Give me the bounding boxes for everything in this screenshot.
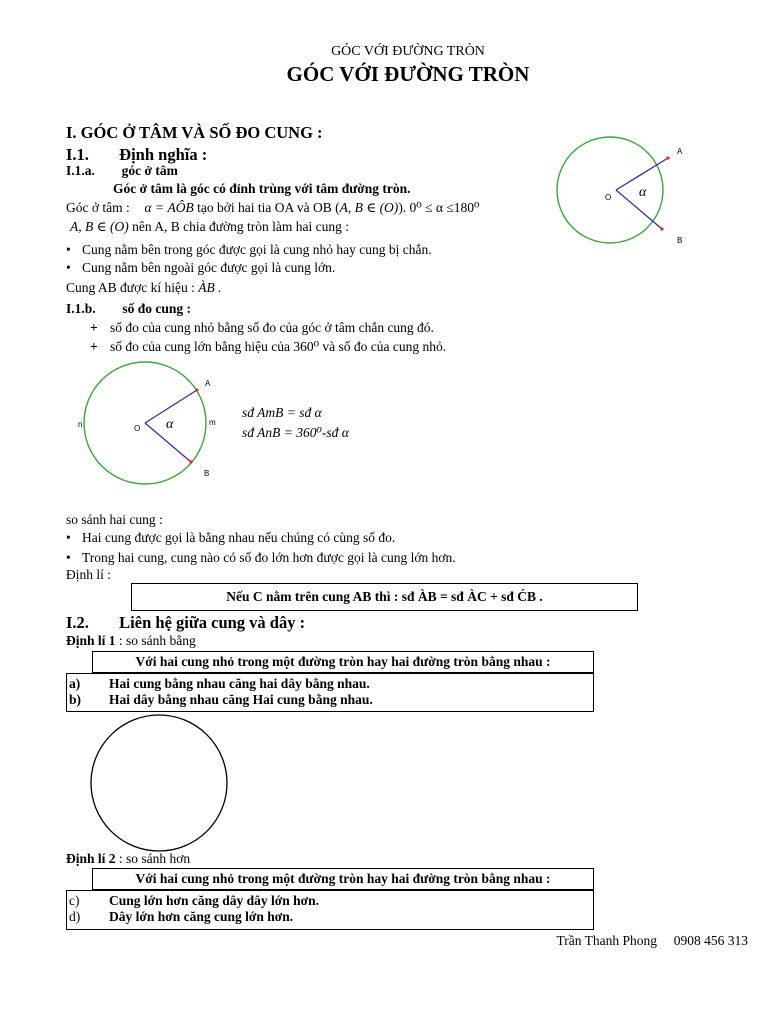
theorem-2-header-box: Với hai cung nhỏ trong một đường tròn hay hai đường tròn bằng nhau : xyxy=(92,868,594,890)
page-title: GÓC VỚI ĐƯỜNG TRÒN xyxy=(286,62,530,86)
running-header: GÓC VỚI ĐƯỜNG TRÒN xyxy=(331,44,485,59)
item-a-title: góc ở tâm xyxy=(121,163,178,178)
list-item: + số đo của cung nhỏ bằng số đo của góc ở tâm chắn cung đó. xyxy=(90,320,434,336)
point-a-label: A xyxy=(677,147,683,156)
theorem-2-label xyxy=(66,851,190,867)
arc-notation-symbol: ÀB . xyxy=(198,280,222,295)
division-text: nên A, B chia đường tròn làm hai cung : xyxy=(132,219,350,234)
definition-text: Góc ở tâm là góc có đỉnh trùng với tâm đường tròn. xyxy=(113,181,411,196)
circle-outline xyxy=(557,137,663,243)
subsection-title: Định nghĩa : xyxy=(119,145,208,164)
circle-outline xyxy=(91,715,227,851)
division-set: A, B ∈ (O) xyxy=(70,219,129,234)
central-range: ). 0⁰ ≤ α ≤180⁰ xyxy=(398,200,480,215)
subsection-number: I.1. xyxy=(66,145,89,164)
theorem-1-header-box: Với hai cung nhỏ trong một đường tròn hay hai đường tròn bằng nhau : xyxy=(92,651,594,673)
theorem-2-title: Định lí 2 xyxy=(66,851,116,866)
list-item: • Hai cung được gọi là bằng nhau nếu chúng có cùng số đo. xyxy=(66,530,395,546)
phone-number: 0908 456 313 xyxy=(673,933,748,948)
item-text: Hai cung bằng nhau căng hai dây bằng nhau. xyxy=(109,676,370,691)
list-item: • Cung nằm bên ngoài góc được gọi là cung lớn. xyxy=(66,260,335,276)
item-label: b) xyxy=(69,692,82,707)
theorem-1-sub: : so sánh bằng xyxy=(115,633,196,648)
list-item: • Trong hai cung, cung nào có số đo lớn hơn được gọi là cung lớn hơn. xyxy=(66,550,456,566)
section-heading-1: I. GÓC Ở TÂM VÀ SỐ ĐO CUNG : xyxy=(66,123,323,142)
list-item xyxy=(69,893,593,909)
item-a-number: I.1.a. xyxy=(66,163,95,178)
item-b-title: số đo cung : xyxy=(122,301,192,316)
central-set: A, B ∈ (O) xyxy=(339,200,399,215)
item-text: Dây lớn hơn căng cung lớn hơn. xyxy=(109,909,294,924)
list-item xyxy=(69,909,593,925)
theorem-2-sub: : so sánh hơn xyxy=(115,851,191,866)
item-text: Cung lớn hơn căng dây dây lớn hơn. xyxy=(109,893,319,908)
footer-credit xyxy=(556,933,748,949)
item-text: Hai dây bằng nhau căng Hai cung bằng nhau. xyxy=(109,692,373,707)
item-b-heading xyxy=(66,301,191,317)
section2-title: Liên hệ giữa cung và dây : xyxy=(119,613,306,632)
item-label: c) xyxy=(69,893,80,908)
circle-figure-1 xyxy=(540,120,710,260)
point-m-label: m xyxy=(209,418,216,427)
item-label: d) xyxy=(69,909,81,924)
list-item: • Cung nằm bên trong góc được gọi là cung nhỏ hay cung bị chắn. xyxy=(66,242,432,258)
central-formula: α = AÔB xyxy=(144,200,194,215)
angle-label: α xyxy=(639,185,647,200)
theorem-1-label xyxy=(66,633,196,649)
point-a-dot xyxy=(666,156,669,159)
point-b-dot xyxy=(660,227,663,230)
circle-figure-2 xyxy=(70,360,240,490)
point-n-label: n xyxy=(78,420,83,429)
theorem-2-items-box xyxy=(66,890,594,930)
central-mid: tạo bởi hai tia OA và OB ( xyxy=(197,200,340,215)
section-heading-2 xyxy=(66,613,305,633)
author-name: Trần Thanh Phong xyxy=(556,933,657,948)
point-a-label: A xyxy=(205,379,211,388)
center-label: O xyxy=(134,424,141,433)
subsection-heading xyxy=(66,145,207,165)
list-item: + số đo của cung lớn bằng hiệu của 360⁰ và số đo của cung nhỏ. xyxy=(90,339,446,355)
point-b-label: B xyxy=(677,236,683,245)
angle-label: α xyxy=(166,417,174,432)
item-a-heading xyxy=(66,163,178,179)
theorem-label: Định lí : xyxy=(66,567,112,582)
formula-major-arc: sđ AnB = 360⁰-sđ α xyxy=(242,425,349,440)
theorem-box: Nếu C nằm trên cung AB thì : sđ ÀB = sđ ÀC + sđ ĆB . xyxy=(131,583,638,611)
section2-number: I.2. xyxy=(66,613,89,632)
plain-circle-figure xyxy=(86,710,232,856)
central-angle-line xyxy=(66,200,479,216)
center-label: O xyxy=(605,193,612,202)
point-b-label: B xyxy=(204,469,210,478)
arc-notation-line xyxy=(66,280,221,296)
point-a-dot xyxy=(195,388,198,391)
arc-notation-prefix: Cung AB được kí hiệu : xyxy=(66,280,195,295)
list-item xyxy=(69,692,593,708)
list-item xyxy=(69,676,593,692)
point-b-dot xyxy=(189,460,192,463)
central-prefix: Góc ở tâm : xyxy=(66,200,130,215)
theorem-1-items-box xyxy=(66,673,594,712)
theorem-1-title: Định lí 1 xyxy=(66,633,116,648)
division-line xyxy=(70,219,349,235)
item-label: a) xyxy=(69,676,81,691)
item-b-number: I.1.b. xyxy=(66,301,96,316)
compare-intro: so sánh hai cung : xyxy=(66,512,163,527)
formula-minor-arc: sđ AmB = sđ α xyxy=(242,405,322,420)
